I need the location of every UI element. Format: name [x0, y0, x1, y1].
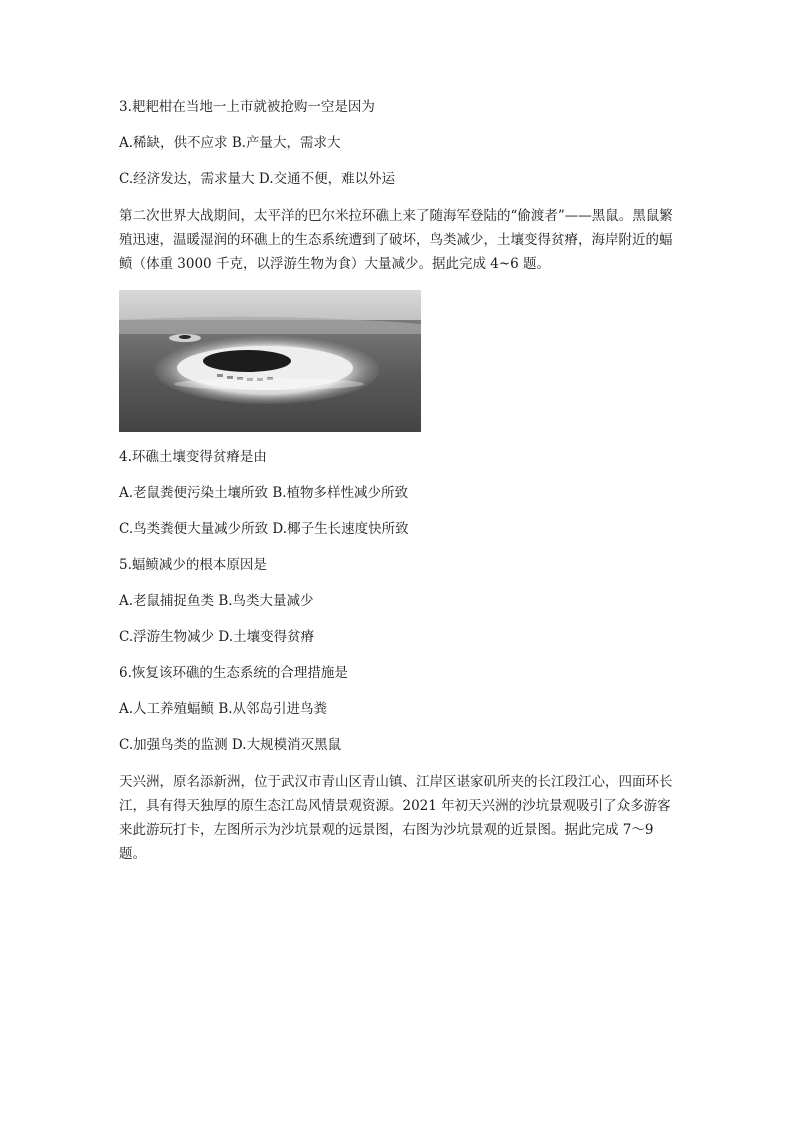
question-6-options-cd: C.加强鸟类的监测 D.大规模消灭黑鼠 [119, 737, 342, 753]
passage-palmyra-atoll: 第二次世界大战期间，太平洋的巴尔米拉环礁上来了随海军登陆的“偷渡者”——黑鼠。黑鼠繁殖迅速，温暖湿润的环礁上的生态系统遭到了破坏，鸟类减少，土壤变得贫瘠，海岸附近的蝠鲼（体重 3000 千克，以浮游生物为食）大量减少。据此完成 4~6 题。 [119, 208, 673, 272]
question-3-options-ab: A.稀缺，供不应求 B.产量大，需求大 [119, 135, 341, 151]
exam-page [119, 96, 679, 880]
distant-islet [179, 335, 191, 339]
question-3-options-cd: C.经济发达，需求量大 D.交通不便，难以外运 [119, 171, 396, 187]
surf-foam [174, 378, 364, 390]
atoll-vegetation [203, 350, 291, 372]
question-3-stem: 3.耙耙柑在当地一上市就被抢购一空是因为 [119, 99, 375, 115]
question-4-stem: 4.环礁土壤变得贫瘠是由 [119, 449, 267, 465]
atoll-aerial-photo [119, 290, 421, 432]
question-5-options-cd: C.浮游生物减少 D.土壤变得贫瘠 [119, 629, 315, 645]
question-4-options-cd: C.鸟类粪便大量减少所致 D.椰子生长速度快所致 [119, 521, 409, 537]
question-6-options-ab: A.人工养殖蝠鲼 B.从邻岛引进鸟粪 [119, 701, 328, 717]
question-5-options-ab: A.老鼠捕捉鱼类 B.鸟类大量减少 [119, 593, 314, 609]
passage-tianxingzhou: 天兴洲，原名添新洲，位于武汉市青山区青山镇、江岸区谌家矶所夹的长江段江心，四面环长江，具有得天独厚的原生态江岛风情景观资源。2021 年初天兴洲的沙坑景观吸引了众多游客来此游玩打卡，左图所示为沙坑景观的远景图，右图为沙坑景观的近景图。据此完成 7～9 题。 [119, 774, 673, 862]
question-5-stem: 5.蝠鲼减少的根本原因是 [119, 557, 267, 573]
question-4-options-ab: A.老鼠粪便污染土壤所致 B.植物多样性减少所致 [119, 485, 409, 501]
question-6-stem: 6.恢复该环礁的生态系统的合理措施是 [119, 665, 348, 681]
